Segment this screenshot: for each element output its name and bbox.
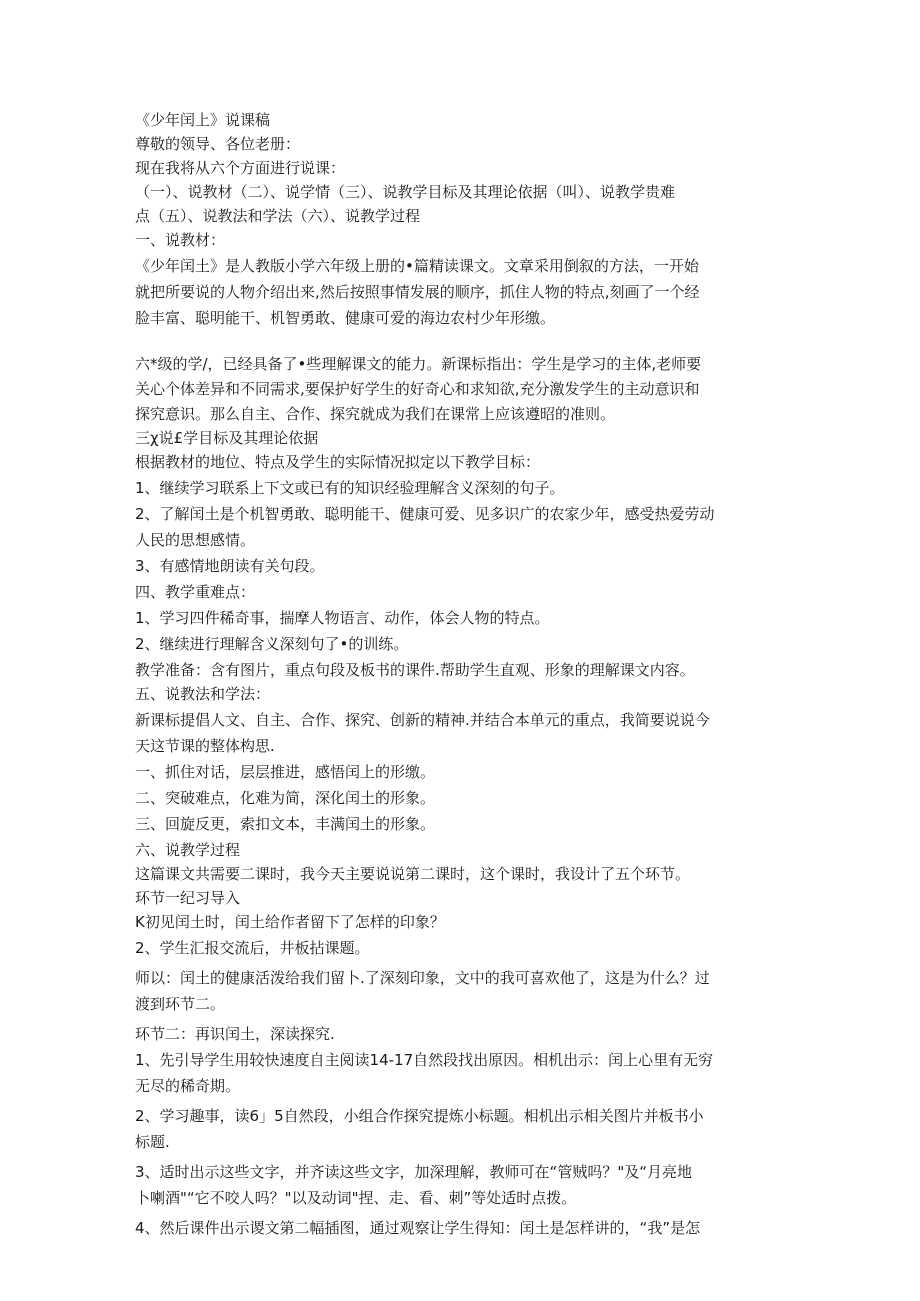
section-6-intro: 这篇课文共需要二课时，我今天主要说说第二课时，这个课时，我设计了五个环节。 <box>135 865 691 883</box>
document-page <box>135 108 785 1240</box>
step-2-item-3-line-1: 3、适时出示这些文字，并齐读这些文字，加深理解，教师可在“管贼吗？"及“月亮地 <box>135 1163 692 1181</box>
method-3: 三、回旋反更，索扣文本，丰满闰土的形象。 <box>135 815 436 833</box>
goal-1: 1、继续学习联系上下文或已有的知识经验理解含义深刻的句子。 <box>135 479 565 497</box>
step-2-heading: 环节二：再识闰土，深读探究. <box>135 1025 335 1043</box>
step-1-item-1: K初见闰土时，闰土给作者留下了怎样的印象？ <box>135 913 445 931</box>
step-2-item-2-line-1: 2、学习趣事，读6」5自然段，小组合作探究提炼小标题。相机出示相关图片并板书小 <box>135 1107 704 1125</box>
section-3-intro: 根据教材的地位、特点及学生的实际情况拟定以下教学目标： <box>135 453 541 471</box>
section-4-heading: 四、教学重难点： <box>135 583 256 601</box>
step-2-item-4-line-1: 4、然后课件出示谡文第二幅插图，通过观察让学生得知：闰土是怎样讲的，“我”是怎 <box>135 1219 701 1237</box>
outline-line-1: （一）、说教材（二）、说学情（三）、说教学目标及其理论依据（叫）、说教学贵难 <box>135 183 676 201</box>
step-2-item-3-line-2: 卜喇酒"“它不咬人吗？"以及动词"捏、走、看、刺”等处适时点拨。 <box>135 1189 577 1207</box>
section-2-paragraph-line-3: 探究意识。那么自主、合作、探究就成为我们在课常上应该遵昭的准则。 <box>135 405 616 423</box>
key-point-1: 1、学习四件稀奇事，揣摩人物语言、动作，体会人物的特点。 <box>135 609 550 627</box>
method-1: 一、抓住对话，层层推进，感悟闰上的形缴。 <box>135 763 436 781</box>
section-1-paragraph-line-1: 《少年闰土》是人教版小学六年级上册的•篇精读课文。文章采用倒叙的方法，一开始 <box>135 257 699 275</box>
goal-3: 3、有感情地朗读有关句段。 <box>135 557 325 575</box>
section-3-heading: 三χ说£学目标及其理论依据 <box>135 429 319 447</box>
section-1-paragraph-line-3: 脸丰富、聪明能干、机智勇敢、健康可爱的海边农村少年形缴。 <box>135 309 556 327</box>
intro-line: 现在我将从六个方面进行说课： <box>135 159 346 177</box>
greeting: 尊敬的领导、各位老册： <box>135 135 301 153</box>
teaching-preparation: 教学准备：含有图片，重点句段及板书的课件.帮助学生直观、形象的理解课文内容。 <box>135 661 695 679</box>
section-6-heading: 六、说教学过程 <box>135 841 241 859</box>
section-2-paragraph-line-1: 六*级的学/，已经具备了•些理解课文的能力。新课标指出：学生是学习的主体,老师要 <box>135 355 702 373</box>
section-5-heading: 五、说教法和学法： <box>135 685 271 703</box>
step-1-heading: 环节一纪习导入 <box>135 889 241 907</box>
key-point-2: 2、继续进行理解含义深刻句了•的训练。 <box>135 635 409 653</box>
section-5-paragraph-line-1: 新课标提倡人文、自主、合作、探究、创新的精神.并结合本单元的重点，我简要说说今 <box>135 711 710 729</box>
step-2-item-1-line-1: 1、先引导学生用较快速度自主阅读14-17自然段找出原因。相机出示：闰上心里有无穷 <box>135 1051 714 1069</box>
step-1-transition-line-2: 渡到环节二。 <box>135 995 226 1013</box>
step-1-item-2: 2、学生汇报交流后，井板拈课题。 <box>135 939 370 957</box>
section-2-paragraph-line-2: 关心个体差异和不同需求,要保护好学生的好奇心和求知欲,充分激发学生的主动意识和 <box>135 380 700 398</box>
step-2-item-1-line-2: 无尽的稀奇期。 <box>135 1077 241 1095</box>
document-title: 《少年闰上》说课稿 <box>135 111 271 129</box>
step-2-item-2-line-2: 标题. <box>135 1133 170 1151</box>
outline-line-2: 点（五）、说教法和学法（六）、说教学过程 <box>135 207 421 225</box>
section-5-paragraph-line-2: 天这节课的整体构思. <box>135 737 275 755</box>
section-1-heading: 一、说教材： <box>135 231 226 249</box>
step-1-transition-line-1: 师以：闰土的健康活泼给我们留卜.了深刻印象，文中的我可喜欢他了，这是为什么？过 <box>135 969 710 987</box>
goal-2-line-2: 人民的思想感情。 <box>135 531 256 549</box>
section-1-paragraph-line-2: 就把所要说的人物介绍出来,然后按照事情发展的顺序，抓住人物的特点,刻画了一个经 <box>135 283 700 301</box>
goal-2-line-1: 2、了解闰土是个机智勇敢、聪明能干、健康可爱、见多识广的农家少年，感受热爱劳动 <box>135 505 715 523</box>
method-2: 二、突破难点，化难为简，深化闰土的形象。 <box>135 789 436 807</box>
